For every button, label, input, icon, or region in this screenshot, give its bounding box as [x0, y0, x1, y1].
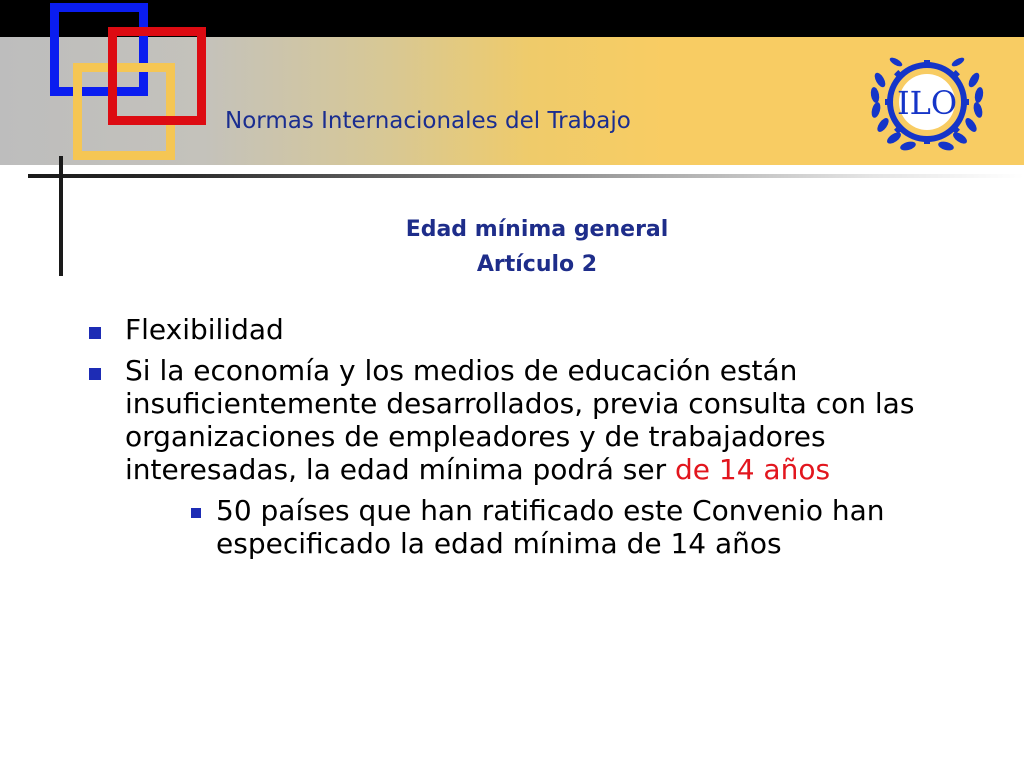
- bullet-item: Flexibilidad: [125, 313, 284, 346]
- bullet-item: [125, 354, 955, 486]
- sub-bullet-marker: [191, 508, 201, 518]
- sub-bullet-item: 50 países que han ratificado este Convenio han especificado la edad mínima de 14 años: [216, 494, 885, 560]
- title-line-1: Edad mínima general: [405, 217, 669, 242]
- slide-title: [0, 212, 1024, 282]
- bullet-marker: [89, 368, 101, 380]
- bullet-marker: [89, 327, 101, 339]
- logo-text: ILO: [896, 84, 958, 122]
- bullet-text: Si la economía y los medios de educación están insuficientemente desarrollados, previa consulta con las organizaciones de empleadores y de trabajadores interesadas, la edad mínima podrá ser: [125, 354, 915, 486]
- ilo-logo-icon: [866, 50, 988, 154]
- bullet-highlight: de 14 años: [674, 453, 831, 486]
- red-square-decoration: [108, 27, 206, 125]
- horizontal-rule: [28, 174, 1024, 178]
- header-subtitle: Normas Internacionales del Trabajo: [225, 108, 631, 134]
- title-line-2: Artículo 2: [476, 252, 598, 277]
